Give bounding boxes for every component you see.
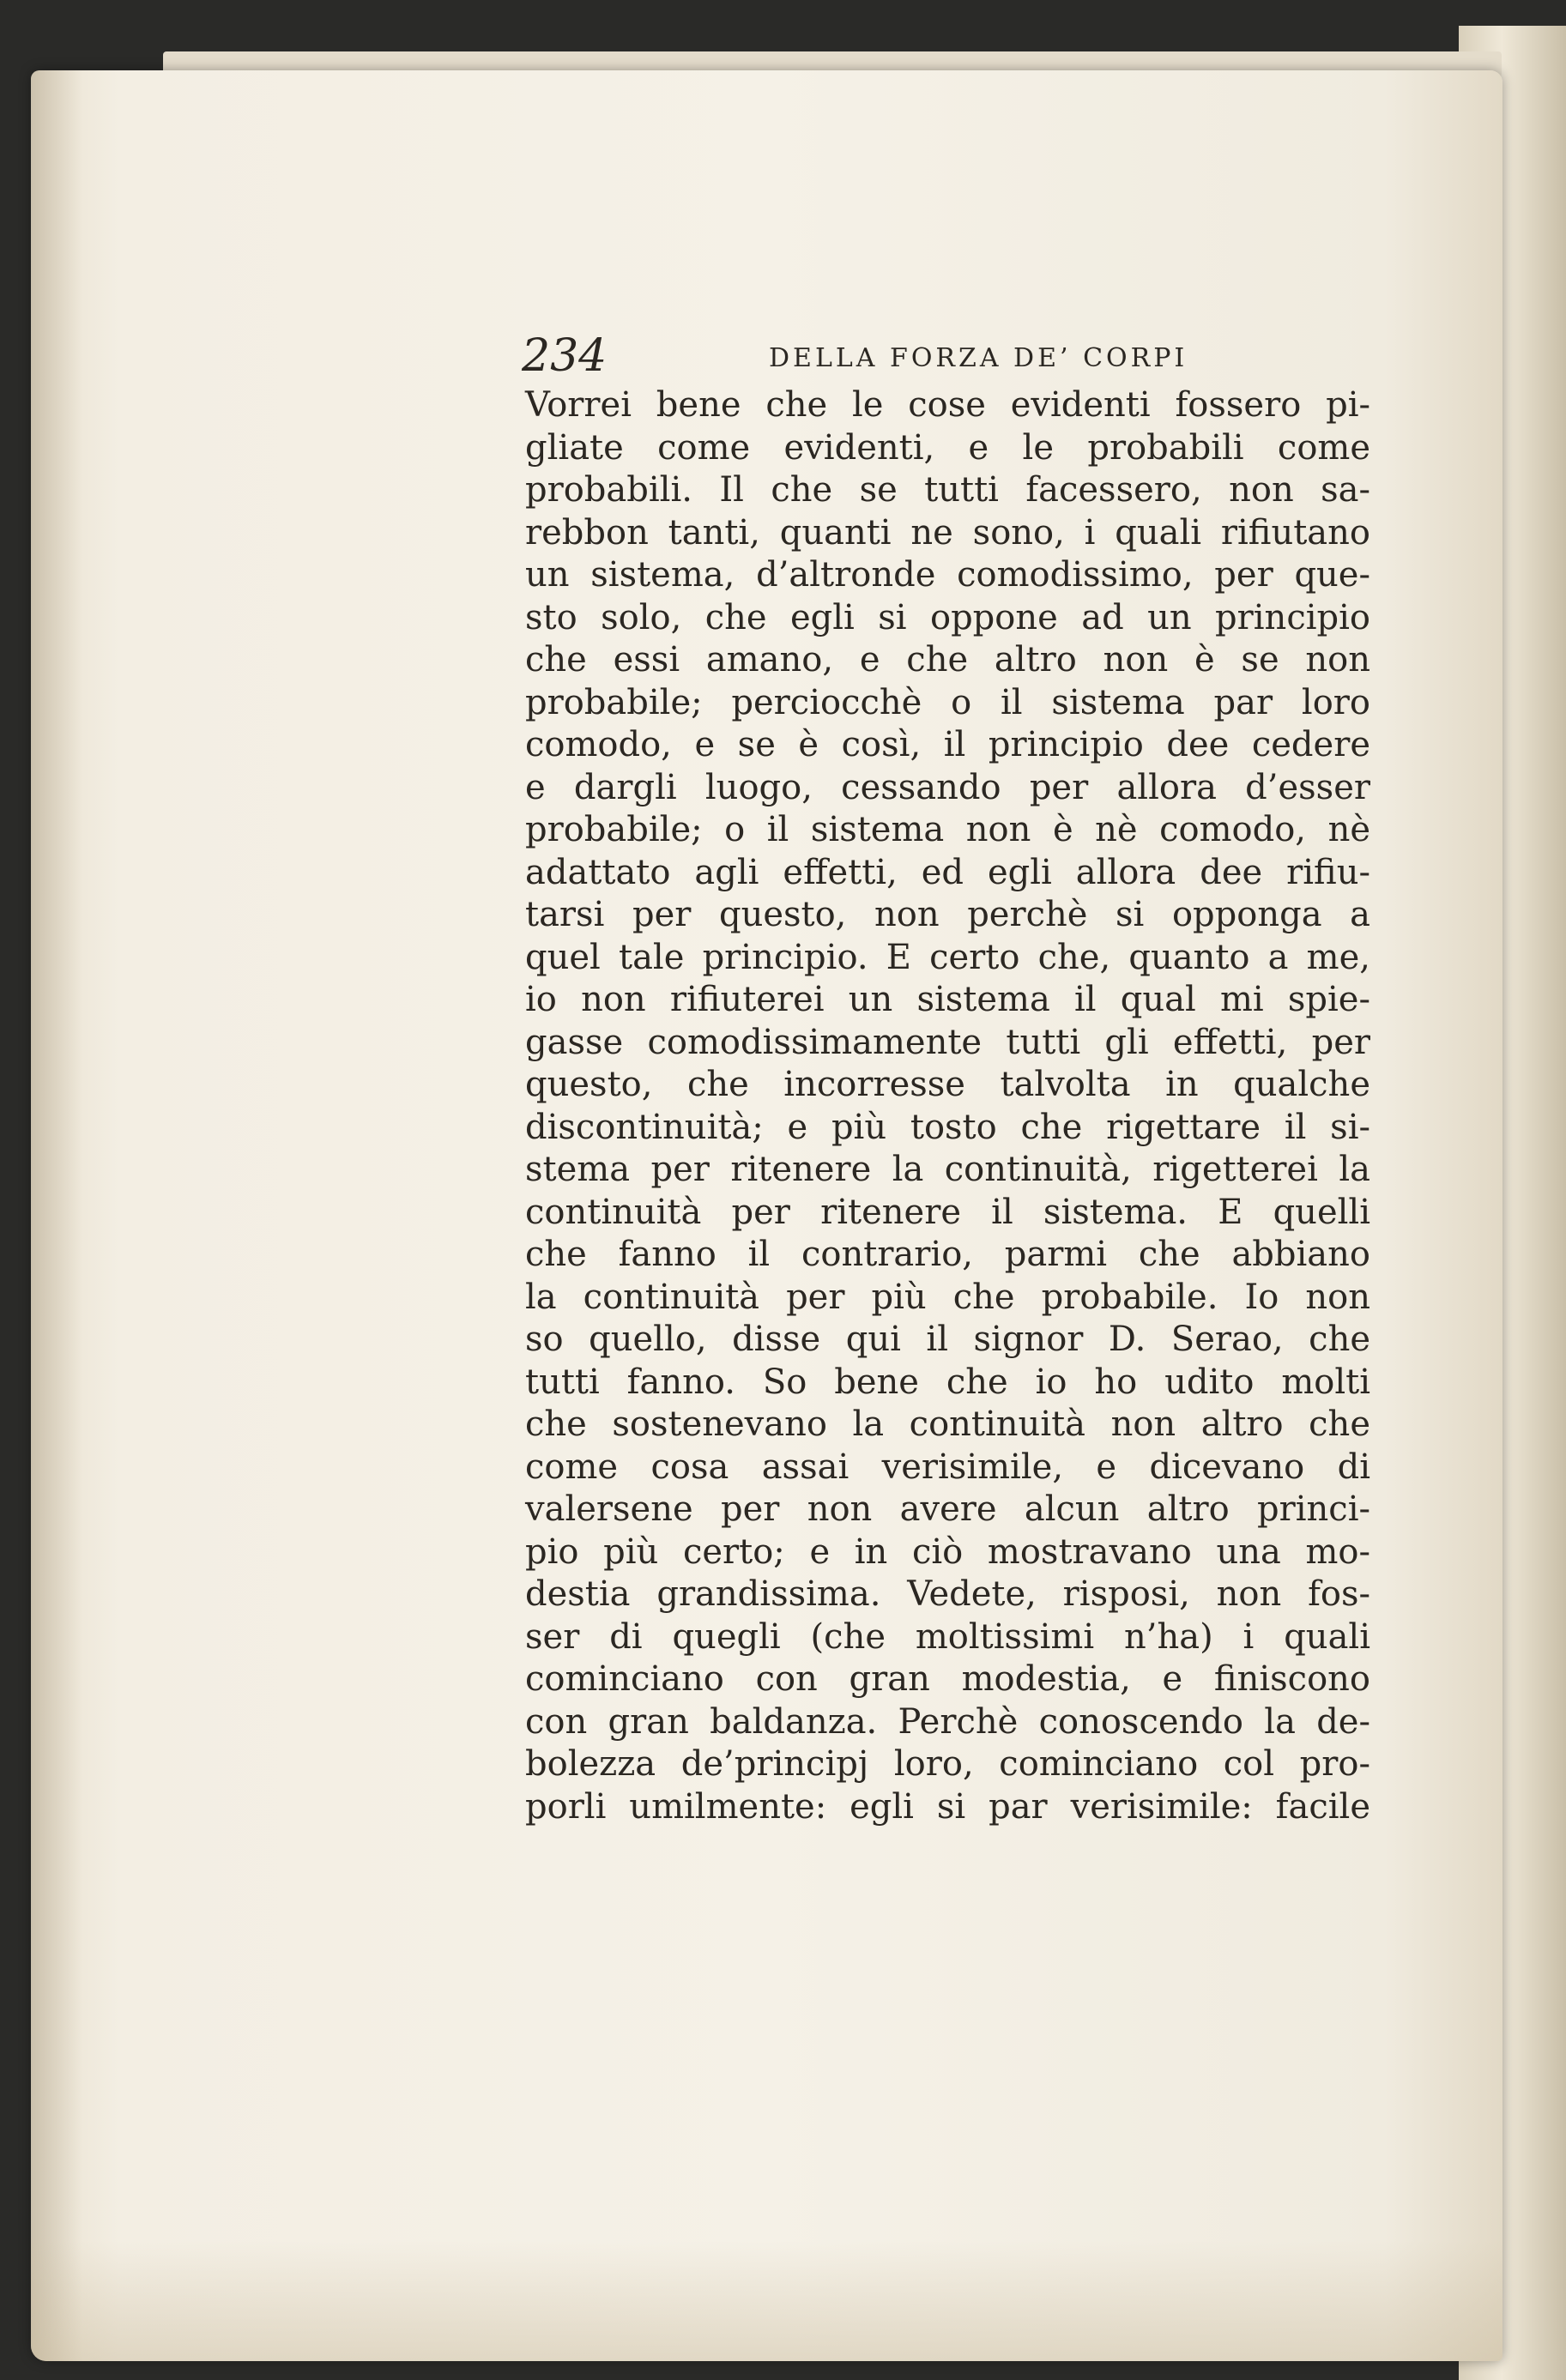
text-line: bolezza de’principj loro, cominciano col pro- bbox=[525, 1744, 1370, 1784]
text-line: tarsi per questo, non perchè si opponga a bbox=[525, 895, 1370, 934]
text-line: gliate come evidenti, e le probabili come bbox=[525, 427, 1370, 468]
text-line: valersene per non avere alcun altro princi- bbox=[525, 1489, 1370, 1529]
text-line: probabile; o il sistema non è nè comodo, nè bbox=[525, 810, 1370, 849]
text-line: adattato agli effetti, ed egli allora dee rifiu- bbox=[525, 852, 1370, 892]
text-line: che sostenevano la continuità non altro che bbox=[525, 1404, 1370, 1444]
text-line: e dargli luogo, cessando per allora d’esser bbox=[525, 767, 1370, 807]
text-line: probabile; perciocchè o il sistema par loro bbox=[525, 682, 1370, 722]
text-line: pio più certo; e in ciò mostravano una mo- bbox=[525, 1531, 1370, 1572]
text-line: con gran baldanza. Perchè conoscendo la de- bbox=[525, 1701, 1370, 1742]
text-line: tutti fanno. So bene che io ho udito molti bbox=[525, 1362, 1370, 1402]
text-line: discontinuità; e più tosto che rigettare il si- bbox=[525, 1107, 1370, 1147]
text-line: un sistema, d’altronde comodissimo, per que- bbox=[525, 555, 1370, 595]
running-head: DELLA FORZA DE’ CORPI bbox=[769, 343, 1188, 373]
text-line: la continuità per più che probabile. Io non bbox=[525, 1277, 1370, 1317]
body-text bbox=[525, 384, 1370, 1828]
text-line: rebbon tanti, quanti ne sono, i quali rifiutano bbox=[525, 512, 1370, 553]
page-stain bbox=[31, 2241, 1503, 2361]
text-line: Vorrei bene che le cose evidenti fossero pi- bbox=[525, 385, 1370, 425]
gutter-shadow bbox=[31, 70, 82, 2361]
page-number: 234 bbox=[522, 330, 608, 382]
text-line: cominciano con gran modestia, e finiscono bbox=[525, 1659, 1370, 1699]
text-block bbox=[522, 329, 1370, 1828]
text-line: so quello, disse qui il signor D. Serao, che bbox=[525, 1320, 1370, 1359]
text-line: comodo, e se è così, il principio dee cedere bbox=[525, 725, 1370, 764]
text-line: probabili. Il che se tutti facessero, non sa- bbox=[525, 470, 1370, 510]
text-line: ser di quegli (che moltissimi n’ha) i quali bbox=[525, 1616, 1370, 1657]
text-line: io non rifiuterei un sistema il qual mi spie- bbox=[525, 980, 1370, 1019]
text-line: continuità per ritenere il sistema. E quelli bbox=[525, 1192, 1370, 1232]
text-line: che essi amano, e che altro non è se non bbox=[525, 640, 1370, 680]
text-line: porli umilmente: egli si par verisimile: facile bbox=[525, 1786, 1370, 1827]
text-line: questo, che incorresse talvolta in qualche bbox=[525, 1065, 1370, 1104]
text-line: stema per ritenere la continuità, rigetterei la bbox=[525, 1150, 1370, 1189]
text-line: sto solo, che egli si oppone ad un principio bbox=[525, 597, 1370, 637]
text-line: destia grandissima. Vedete, risposi, non fos- bbox=[525, 1574, 1370, 1614]
text-line: gasse comodissimamente tutti gli effetti, per bbox=[525, 1022, 1370, 1062]
text-line: come cosa assai verisimile, e dicevano di bbox=[525, 1447, 1370, 1487]
text-line: quel tale principio. E certo che, quanto a me, bbox=[525, 937, 1370, 977]
page-header bbox=[522, 329, 1370, 383]
text-line: che fanno il contrario, parmi che abbiano bbox=[525, 1235, 1370, 1274]
